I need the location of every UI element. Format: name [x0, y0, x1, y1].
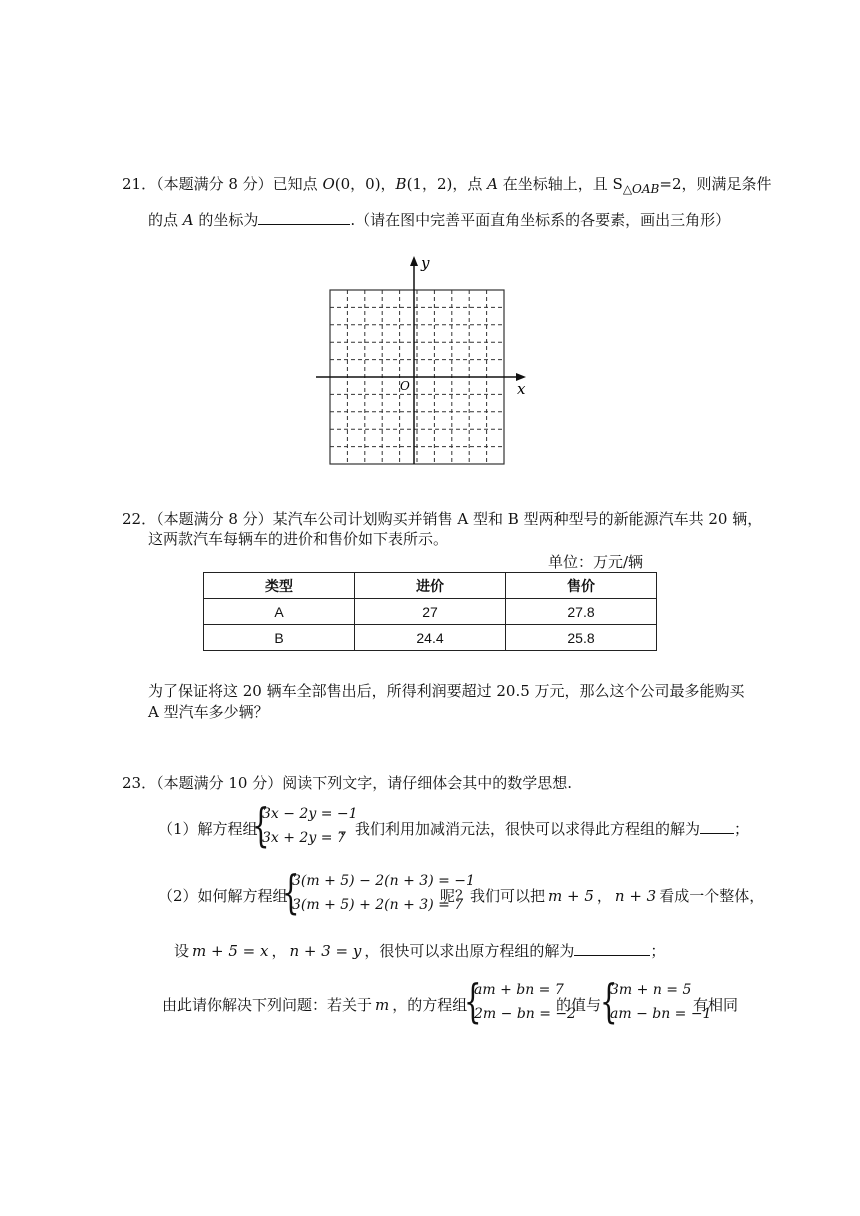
table-unit: 单位：万元/辆 [548, 553, 644, 571]
q23-p1-label: （1）解方程组 [158, 820, 258, 838]
point-O-label: O [322, 175, 335, 193]
p4-eq3: 3m + n = 5 [610, 982, 692, 998]
q23-p3-text: 设 m + 5 = x ， n + 3 = y ，很快可以求出原方程组的解为 ； [174, 942, 666, 960]
price-table [203, 572, 657, 651]
table-row: A 27 27.8 [204, 599, 657, 625]
coordinate-grid-figure [310, 250, 540, 470]
brace: { [464, 974, 482, 1028]
q21-line1: 21．（本题满分 8 分）已知点 O(0，0)，B(1，2)，点 A 在坐标轴上，且 $S_{\triangle OAB}=2$，则满足条件 [122, 175, 772, 196]
q22-question-line1: 为了保证将这 20 辆车全部售出后，所得利润要超过 20.5 万元，那么这个公司最多能购买 [148, 682, 745, 700]
answer-blank-p3[interactable] [574, 941, 650, 956]
q23-p4-text-c: 有相同 [693, 996, 739, 1014]
q23-p2-text: 呢？我们可以把 m + 5 ， n + 3 看成一个整体， [440, 887, 765, 905]
q23-p4-text-b: 的值与 [556, 996, 602, 1014]
table-header-row [204, 573, 657, 599]
table-row: B 24.4 25.8 [204, 625, 657, 651]
point-B-label: B [395, 175, 407, 193]
p1-eq1: 3x − 2y = −1 [262, 806, 358, 822]
point-A-label: A [487, 175, 498, 193]
q22-question-line2: A 型汽车多少辆？ [148, 703, 269, 721]
y-axis-label: y [421, 254, 430, 272]
p2-eq1: 3(m + 5) − 2(n + 3) = −1 [292, 873, 475, 889]
x-axis-label: x [517, 380, 526, 398]
q23-p4-text-a: 由此请你解决下列问题：若关于 m ，的方程组 [162, 996, 468, 1014]
q21-line2: 的点 A 的坐标为 .（请在图中完善平面直角坐标系的各要素，画出三角形） [148, 211, 731, 229]
answer-blank-p1[interactable] [700, 819, 734, 834]
p4-eq2: 2m − bn = −2 [474, 1006, 577, 1022]
y-axis-arrow [410, 256, 418, 266]
brace: { [600, 974, 618, 1028]
header-price: 售价 [506, 573, 657, 599]
q22-line2: 这两款汽车每辆车的进价和售价如下表所示。 [148, 530, 449, 548]
q22-line1: 22．（本题满分 8 分）某汽车公司计划购买并销售 A 型和 B 型两种型号的新能源汽车共 20 辆， [122, 510, 763, 528]
answer-blank-q21[interactable] [258, 210, 350, 225]
q23-line1: 23．（本题满分 10 分）阅读下列文字，请仔细体会其中的数学思想. [122, 774, 572, 792]
header-type: 类型 [204, 573, 355, 599]
p2-eq2: 3(m + 5) + 2(n + 3) = 7 [292, 897, 464, 913]
p1-eq2: 3x + 2y = 7 [262, 830, 346, 846]
header-cost: 进价 [355, 573, 506, 599]
p4-eq1: am + bn = 7 [474, 982, 564, 998]
q23-p2-label: （2）如何解方程组 [158, 887, 288, 905]
p4-eq4: am − bn = −1 [610, 1006, 712, 1022]
q23-p1-text: ，我们利用加减消元法，很快可以求得此方程组的解为 ； [340, 820, 750, 838]
area-subscript: △OAB [622, 182, 660, 196]
brace: { [252, 798, 270, 852]
brace: { [282, 865, 300, 919]
origin-label: O [400, 379, 410, 393]
